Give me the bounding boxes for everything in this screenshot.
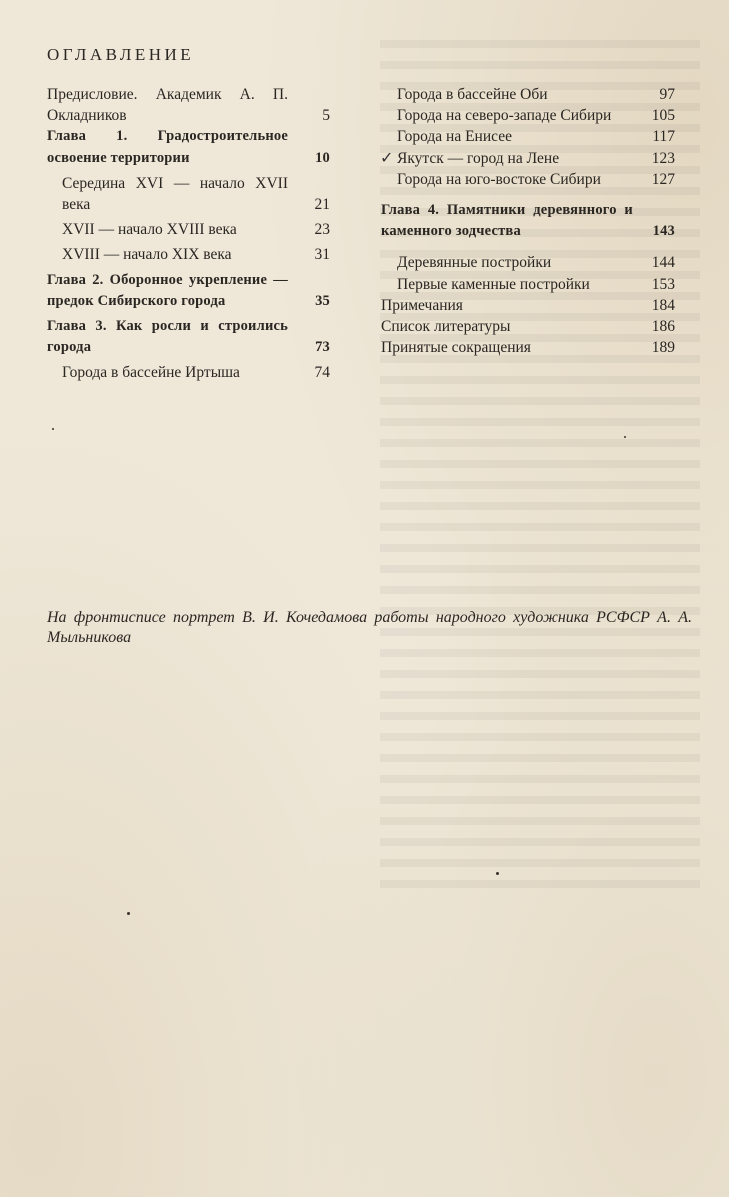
toc-section-text: Города на Енисее xyxy=(397,128,512,146)
toc-section-page: 31 xyxy=(314,246,330,264)
toc-chapter[interactable] xyxy=(381,200,675,242)
toc-section-page: 21 xyxy=(314,196,330,214)
toc-section-page: 123 xyxy=(651,149,675,167)
frontispiece-caption: На фронтисписе портрет В. И. Кочедамова работы народного художника РСФСР А. А. Мыльникова xyxy=(47,609,692,646)
toc-entry-text: Список литературы xyxy=(381,318,511,336)
toc-section[interactable] xyxy=(62,219,330,240)
toc-section-text: Якутск — город на Лене xyxy=(397,149,560,167)
toc-section-page: 117 xyxy=(652,128,675,146)
toc-section-text: Деревянные постройки xyxy=(397,254,552,272)
toc-section[interactable] xyxy=(62,173,330,215)
toc-section-text: XVIII — начало XIX века xyxy=(62,246,232,264)
toc-section-text: XVII — начало XVIII века xyxy=(62,221,237,239)
toc-section-text: Города в бассейне Оби xyxy=(397,86,548,103)
toc-section[interactable] xyxy=(397,252,675,273)
toc-entry[interactable] xyxy=(381,337,675,358)
toc-section[interactable] xyxy=(397,274,675,295)
ink-speck xyxy=(52,428,54,430)
toc-section-text: Середина XVI — начало XVII века xyxy=(62,174,288,214)
toc-chapter[interactable] xyxy=(47,270,330,312)
toc-chapter-text: Глава 1. Градостроительное освоение территории xyxy=(47,128,288,166)
toc-section-page: 144 xyxy=(651,254,675,272)
toc-section-page: 97 xyxy=(659,86,675,103)
ink-speck xyxy=(496,872,499,875)
toc-section-text: Города в бассейне Иртыша xyxy=(62,364,240,382)
toc-section-page: 105 xyxy=(651,107,675,125)
toc-chapter-text: Глава 3. Как росли и строились города xyxy=(47,318,288,356)
toc-section-text: Города на северо-западе Сибири xyxy=(397,107,612,125)
toc-entry-page: 184 xyxy=(651,296,675,314)
toc-section[interactable] xyxy=(397,84,675,105)
toc-entry-text: Примечания xyxy=(381,296,463,314)
toc-section-text: Города на юго-востоке Сибири xyxy=(397,170,601,188)
toc-chapter[interactable] xyxy=(47,316,330,358)
toc-entry-page: 189 xyxy=(651,339,675,357)
toc-chapter-page: 10 xyxy=(315,149,330,166)
toc-section[interactable] xyxy=(397,126,675,147)
toc-chapter-page: 35 xyxy=(315,292,330,309)
toc-entry[interactable] xyxy=(47,84,330,126)
toc-section-page: 74 xyxy=(314,364,330,382)
toc-section-page: 127 xyxy=(651,170,675,188)
toc-section[interactable] xyxy=(397,169,675,190)
toc-left-column xyxy=(47,84,330,384)
toc-section-page: 153 xyxy=(651,275,675,293)
toc-chapter-text: Глава 2. Оборонное укрепление — предок Сибирского города xyxy=(47,271,288,309)
toc-entry[interactable] xyxy=(381,316,675,337)
toc-chapter-page: 73 xyxy=(315,339,330,356)
toc-section[interactable] xyxy=(397,105,675,126)
toc-entry[interactable] xyxy=(381,295,675,316)
toc-chapter[interactable] xyxy=(47,126,330,168)
pencil-checkmark-icon: ✓ xyxy=(380,149,394,167)
toc-section[interactable] xyxy=(380,148,675,169)
toc-section-page: 23 xyxy=(314,221,330,239)
toc-entry-text: Принятые сокращения xyxy=(381,339,531,357)
toc-entry-text: Предисловие. Академик А. П. Окладников xyxy=(47,86,288,125)
ink-speck xyxy=(624,436,626,438)
toc-section[interactable] xyxy=(62,362,330,383)
toc-title: ОГЛАВЛЕНИЕ xyxy=(47,45,195,64)
ink-speck xyxy=(127,912,130,915)
toc-entry-page: 5 xyxy=(322,107,330,125)
toc-chapter-text: Глава 4. Памятники деревянного и каменного зодчества xyxy=(381,202,633,240)
toc-section[interactable] xyxy=(62,244,330,265)
toc-chapter-page: 143 xyxy=(652,223,675,240)
toc-section-text: Первые каменные постройки xyxy=(397,275,590,293)
toc-right-column xyxy=(381,84,675,358)
toc-entry-page: 186 xyxy=(651,318,675,336)
